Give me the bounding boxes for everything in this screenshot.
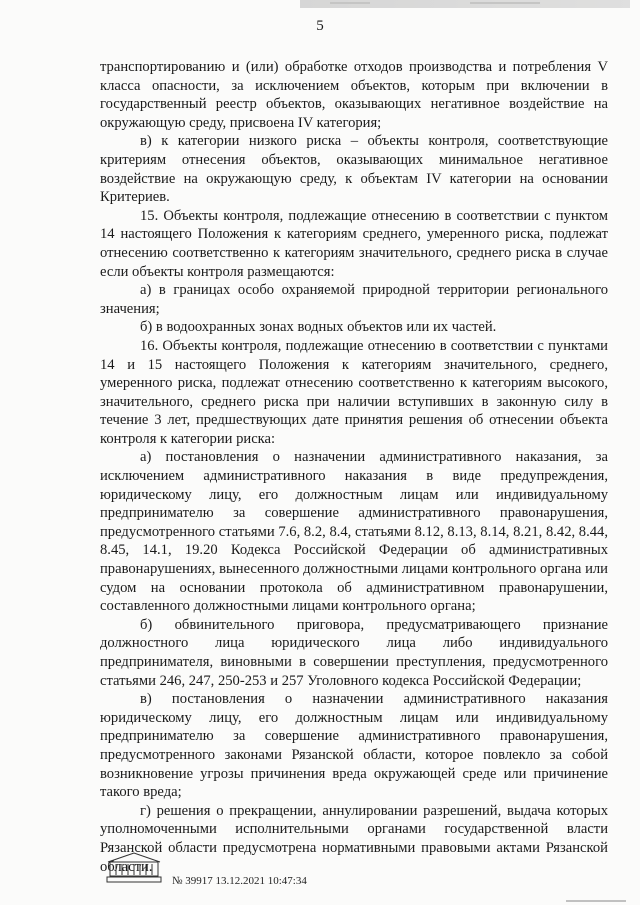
scan-edge-top [0,0,640,8]
paragraph: б) в водоохранных зонах водных объектов или их частей. [140,319,497,336]
scan-mark [470,2,540,4]
paragraph: а) в границах особо охраняемой природной территории регионального значения; [100,282,608,317]
paragraph: 16. Объекты контроля, подлежащие отнесению в соответствии с пунктами 14 и 15 настоящего Положения к категориям значительного, среднего, умеренного риска, подлежат отнесению соответственно к категориям высокого, значительного, среднего риска при наличии вступивших в законную силу в течение 3 лет, предшествующих дате принятия решения об отнесении объекта контроля к категории риска: [100,337,608,447]
scan-mark [330,2,370,4]
scan-edge-bottom [566,900,626,902]
paragraph: а) постановления о назначении административного наказания, за исключением административного наказания в виде предупреждения, юридическому лицу, его должностным лицам или индивидуальному предпринимателю за совершение административного правонарушения, предусмотренного статьями 7.6, 8.2, 8.4, статьями 8.12, 8.13, 8.14, 8.21, 8.42, 8.44, 8.45, 14.1, 19.20 Кодекса Российской Федерации об административных правонарушениях, вынесенного должностными лицами контрольного органа или судом на основании протокола об административном правонарушении, составленного должностными лицами контрольного органа; [100,449,608,615]
building-stamp-icon [104,850,164,886]
paragraph: г) решения о прекращении, аннулировании разрешений, выдача которых уполномоченными исполнительными органами государственной власти Рязанской области предусмотрена нормативными правовыми актами Рязанской области. [100,802,608,875]
paragraph: 15. Объекты контроля, подлежащие отнесению в соответствии с пунктом 14 настоящего Положения к категориям среднего, умеренного риска, подлежат отнесению соответственно к категориям значительного, среднего риска в случае если объекты контроля размещаются: [100,207,608,280]
paragraph: в) к категории низкого риска – объекты контроля, соответствующие критериям отнесения объектов, оказывающих минимальное негативное воздействие на окружающую среду, к объектам IV категории на основании Критериев. [100,133,608,206]
document-body [100,58,608,876]
paragraph: в) постановления о назначении административного наказания юридическому лицу, его должностным лицам или индивидуальному предпринимателю за совершение административного правонарушения, предусмотренного законами Рязанской области, которое повлекло за собой возникновение угрозы причинения вреда окружающей среде или причинение такого вреда; [100,691,608,801]
paragraph: б) обвинительного приговора, предусматривающего признание должностного лица юридического лица либо индивидуального предпринимателя, виновными в совершении преступления, предусмотренного статьями 246, 247, 250-253 и 257 Уголовного кодекса Российской Федерации; [100,616,608,689]
page-number: 5 [316,18,324,34]
registration-stamp: № 39917 13.12.2021 10:47:34 [172,875,307,887]
paragraph: транспортированию и (или) обработке отходов производства и потребления V класса опасности, за исключением объектов, которым при включении в государственный реестр объектов, оказывающих негативное воздействие на окружающую среду, присвоена IV категория; [100,59,608,131]
